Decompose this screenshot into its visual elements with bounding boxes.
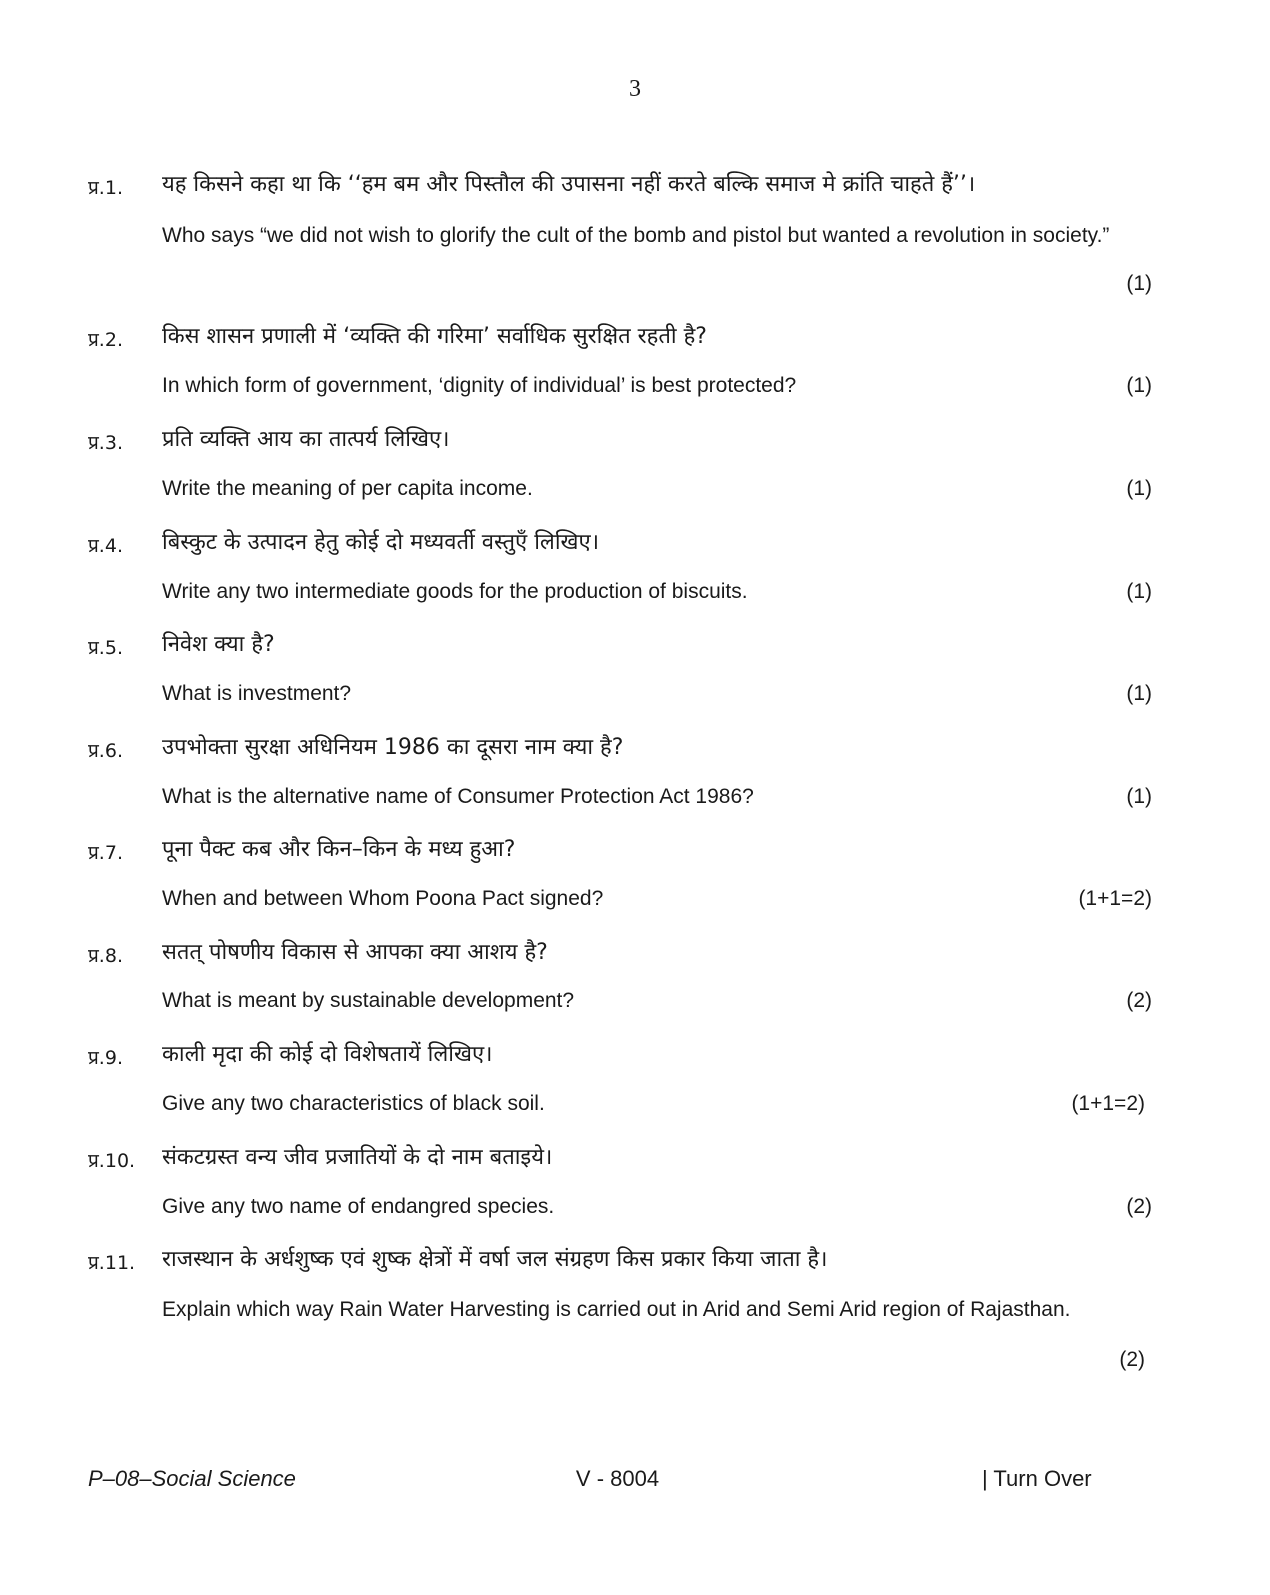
question-english: Give any two name of endangred species. <box>162 1195 555 1218</box>
question-hindi: यह किसने कहा था कि ‘‘हम बम और पिस्तौल की उपासना नहीं करते बल्कि समाज मे क्रांति चाहते हैं’’। <box>162 172 976 197</box>
question-marks: (1) <box>1126 785 1152 808</box>
question-label: प्र.3. <box>88 432 123 454</box>
question-hindi: राजस्थान के अर्धशुष्क एवं शुष्क क्षेत्रों में वर्षा जल संग्रहण किस प्रकार किया जाता है। <box>162 1247 828 1272</box>
question-label: प्र.7. <box>88 842 123 864</box>
question-english: What is meant by sustainable development? <box>162 989 575 1012</box>
question-marks: (2) <box>1119 1348 1145 1371</box>
question-label: प्र.6. <box>88 740 123 762</box>
question-marks: (1) <box>1126 374 1152 397</box>
question-marks: (1) <box>1126 272 1152 295</box>
question-marks: (2) <box>1126 989 1152 1012</box>
question-hindi: किस शासन प्रणाली में ‘व्यक्ति की गरिमा’ सर्वाधिक सुरक्षित रहती है? <box>162 324 707 349</box>
question-english: What is the alternative name of Consumer Protection Act 1986? <box>162 785 754 808</box>
question-english: Explain which way Rain Water Harvesting is carried out in Arid and Semi Arid region of Rajasthan. <box>162 1298 1071 1321</box>
question-hindi: उपभोक्ता सुरक्षा अधिनियम 1986 का दूसरा नाम क्या है? <box>162 735 624 760</box>
question-label: प्र.5. <box>88 637 123 659</box>
footer-turn-over: | Turn Over <box>982 1466 1092 1491</box>
question-hindi: संकटग्रस्त वन्य जीव प्रजातियों के दो नाम बताइये। <box>162 1145 553 1170</box>
question-label: प्र.4. <box>88 535 123 557</box>
question-label: प्र.8. <box>88 945 123 967</box>
question-hindi: निवेश क्या है? <box>162 632 275 657</box>
question-hindi: पूना पैक्ट कब और किन–किन के मध्य हुआ? <box>162 837 516 862</box>
question-hindi: बिस्कुट के उत्पादन हेतु कोई दो मध्यवर्ती वस्तुऍं लिखिए। <box>162 530 600 555</box>
page-number: 3 <box>629 76 641 102</box>
question-english: Give any two characteristics of black soil. <box>162 1092 545 1115</box>
question-english: Write any two intermediate goods for the production of biscuits. <box>162 580 748 603</box>
question-hindi: प्रति व्यक्ति आय का तात्पर्य लिखिए। <box>162 427 450 452</box>
footer-subject: P–08–Social Science <box>88 1466 296 1491</box>
footer-code: V - 8004 <box>575 1466 660 1491</box>
question-label: प्र.1. <box>88 177 123 199</box>
question-english: Who says “we did not wish to glorify the cult of the bomb and pistol but wanted a revolution in society.” <box>162 224 1110 247</box>
question-english: When and between Whom Poona Pact signed? <box>162 887 604 910</box>
question-marks: (1+1=2) <box>1071 1092 1145 1115</box>
question-english: What is investment? <box>162 682 352 705</box>
question-english: Write the meaning of per capita income. <box>162 477 533 500</box>
question-marks: (1) <box>1126 477 1152 500</box>
question-hindi: काली मृदा की कोई दो विशेषतायें लिखिए। <box>162 1042 493 1067</box>
question-hindi: सतत् पोषणीय विकास से आपका क्या आशय है? <box>162 940 548 965</box>
question-marks: (2) <box>1126 1195 1152 1218</box>
question-marks: (1+1=2) <box>1078 887 1152 910</box>
question-marks: (1) <box>1126 682 1152 705</box>
question-label: प्र.10. <box>88 1150 136 1172</box>
question-english: In which form of government, ‘dignity of individual’ is best protected? <box>162 374 797 397</box>
question-label: प्र.2. <box>88 329 123 351</box>
question-label: प्र.9. <box>88 1047 123 1069</box>
question-label: प्र.11. <box>88 1252 136 1274</box>
question-marks: (1) <box>1126 580 1152 603</box>
